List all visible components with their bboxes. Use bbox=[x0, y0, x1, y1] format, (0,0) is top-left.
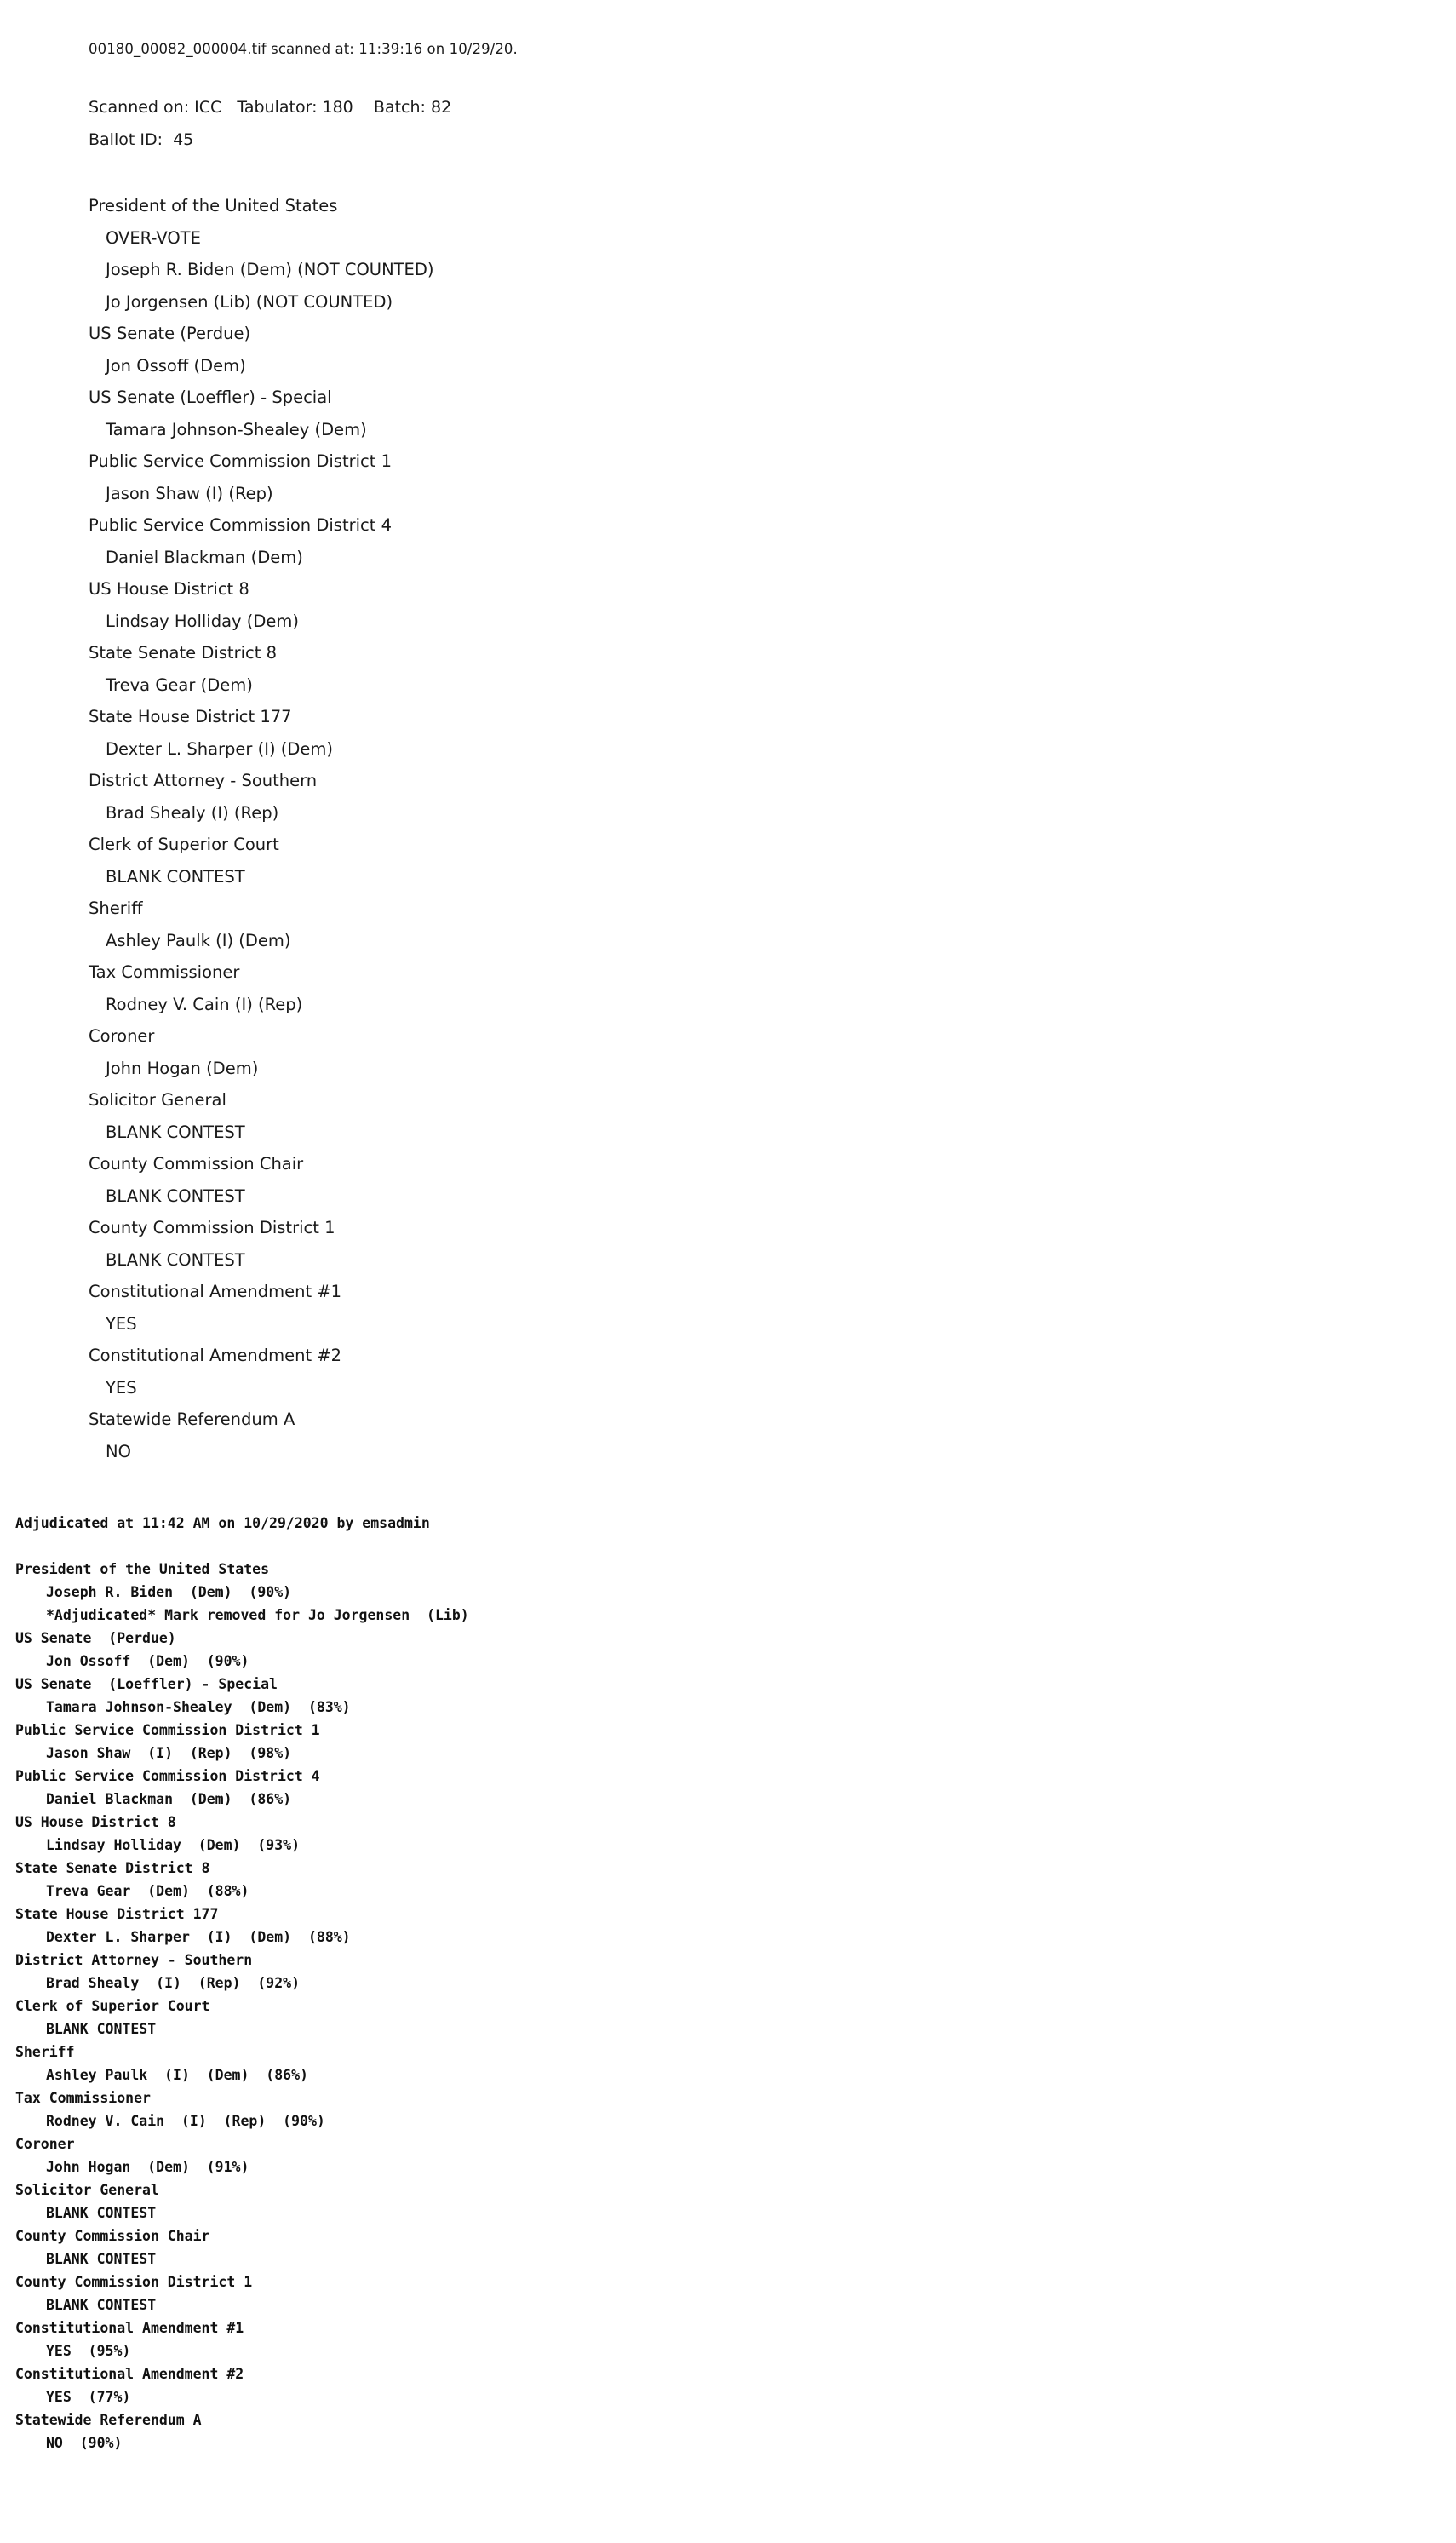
adjudication-contest-choice: Rodney V. Cain (I) (Rep) (90%) bbox=[46, 2113, 325, 2129]
adjudication-contest-name: US Senate (Loeffler) - Special bbox=[15, 1676, 278, 1692]
adjudication-contest-name: District Attorney - Southern bbox=[15, 1952, 253, 1968]
ballot-contest-choice: Jon Ossoff (Dem) bbox=[106, 355, 246, 376]
ballot-contest-name: Solicitor General bbox=[89, 1090, 226, 1110]
adjudication-contest-name: Constitutional Amendment #2 bbox=[15, 2366, 244, 2382]
ballot-contest-choice: Ashley Paulk (I) (Dem) bbox=[106, 930, 291, 950]
adjudication-contest-choice: Dexter L. Sharper (I) (Dem) (88%) bbox=[46, 1929, 351, 1945]
ballot-contest-name: US Senate (Loeffler) - Special bbox=[89, 387, 332, 407]
ballot-adjudication-report bbox=[0, 41, 1456, 2454]
adjudication-contest-name: Statewide Referendum A bbox=[15, 2412, 202, 2428]
ballot-contest-name: County Commission Chair bbox=[89, 1154, 304, 1174]
ballot-contest-choice: John Hogan (Dem) bbox=[106, 1058, 259, 1078]
adjudication-contest-list bbox=[15, 1558, 1456, 2454]
adjudication-contest-name: Sheriff bbox=[15, 2044, 75, 2060]
scan-metadata bbox=[89, 91, 1456, 156]
ballot-contest-name: County Commission District 1 bbox=[89, 1218, 335, 1237]
ballot-contest-choice: NO bbox=[106, 1441, 131, 1461]
adjudication-contest-name: Constitutional Amendment #1 bbox=[15, 2320, 244, 2336]
ballot-contest-choice: Brad Shealy (I) (Rep) bbox=[106, 802, 279, 823]
adjudication-contest-choice: Ashley Paulk (I) (Dem) (86%) bbox=[46, 2067, 308, 2083]
adjudication-contest-choice: Joseph R. Biden (Dem) (90%) bbox=[46, 1584, 292, 1600]
adjudication-contest-choice: YES (95%) bbox=[46, 2343, 131, 2359]
adjudication-contest-choice: Lindsay Holliday (Dem) (93%) bbox=[46, 1837, 301, 1853]
ballot-contest-name: Public Service Commission District 4 bbox=[89, 515, 392, 535]
ballot-contest-name: State Senate District 8 bbox=[89, 643, 277, 663]
adjudication-contest-name: Solicitor General bbox=[15, 2182, 159, 2198]
ballot-contest-name: US House District 8 bbox=[89, 579, 249, 599]
adjudication-contest-choice: Daniel Blackman (Dem) (86%) bbox=[46, 1791, 292, 1807]
ballot-contest-name: District Attorney - Southern bbox=[89, 771, 318, 790]
ballot-contest-choice: Jo Jorgensen (Lib) (NOT COUNTED) bbox=[106, 291, 393, 312]
scan-tabulator-batch-line: Scanned on: ICC Tabulator: 180 Batch: 82 bbox=[89, 98, 452, 117]
ballot-id-line: Ballot ID: 45 bbox=[89, 130, 194, 149]
ballot-contest-choice: Treva Gear (Dem) bbox=[106, 674, 253, 695]
ballot-contest-choice: Joseph R. Biden (Dem) (NOT COUNTED) bbox=[106, 260, 434, 279]
ballot-contest-name: Sheriff bbox=[89, 898, 143, 918]
ballot-contest-name: Clerk of Superior Court bbox=[89, 835, 279, 854]
ballot-contest-choice: BLANK CONTEST bbox=[106, 1249, 245, 1270]
adjudication-contest-name: Clerk of Superior Court bbox=[15, 1998, 210, 2014]
adjudication-header-block bbox=[15, 1512, 1456, 1535]
adjudication-contest-name: Coroner bbox=[15, 2136, 75, 2152]
adjudication-contest-name: President of the United States bbox=[15, 1561, 270, 1577]
ballot-contest-choice: Dexter L. Sharper (I) (Dem) bbox=[106, 738, 334, 759]
ballot-contest-name: Coroner bbox=[89, 1026, 155, 1046]
ballot-contest-choice: OVER-VOTE bbox=[106, 227, 201, 248]
ballot-contest-name: Constitutional Amendment #1 bbox=[89, 1282, 342, 1301]
adjudication-contest-name: County Commission District 1 bbox=[15, 2274, 253, 2290]
adjudication-contest-name: County Commission Chair bbox=[15, 2228, 210, 2244]
ballot-contest-name: Constitutional Amendment #2 bbox=[89, 1346, 342, 1365]
ballot-contest-choice: YES bbox=[106, 1313, 137, 1334]
adjudication-contest-choice: NO (90%) bbox=[46, 2435, 123, 2451]
ballot-contest-name: Tax Commissioner bbox=[89, 962, 240, 982]
ballot-contest-choice: BLANK CONTEST bbox=[106, 866, 245, 887]
adjudication-contest-choice: Brad Shealy (I) (Rep) (92%) bbox=[46, 1975, 301, 1991]
adjudication-contest-choice: Jon Ossoff (Dem) (90%) bbox=[46, 1653, 249, 1669]
adjudication-contest-choice: YES (77%) bbox=[46, 2389, 131, 2405]
adjudication-contest-choice: BLANK CONTEST bbox=[46, 2021, 157, 2037]
ballot-contest-name: President of the United States bbox=[89, 196, 338, 215]
adjudication-contest-choice: BLANK CONTEST bbox=[46, 2205, 157, 2221]
adjudication-contest-choice: BLANK CONTEST bbox=[46, 2251, 157, 2267]
ballot-contest-choice: BLANK CONTEST bbox=[106, 1185, 245, 1206]
adjudication-contest-choice: Treva Gear (Dem) (88%) bbox=[46, 1883, 249, 1899]
ballot-contest-name: Statewide Referendum A bbox=[89, 1409, 295, 1429]
adjudication-contest-name: State Senate District 8 bbox=[15, 1860, 210, 1876]
adjudication-contest-name: Tax Commissioner bbox=[15, 2090, 151, 2106]
ballot-contest-choice: Jason Shaw (I) (Rep) bbox=[106, 483, 273, 503]
ballot-contest-choice: YES bbox=[106, 1377, 137, 1398]
ballot-contest-choice: Lindsay Holliday (Dem) bbox=[106, 611, 300, 631]
adjudication-contest-choice: BLANK CONTEST bbox=[46, 2297, 157, 2313]
adjudication-contest-choice: John Hogan (Dem) (91%) bbox=[46, 2159, 249, 2175]
adjudication-contest-name: US Senate (Perdue) bbox=[15, 1630, 176, 1646]
adjudication-contest-name: US House District 8 bbox=[15, 1814, 176, 1830]
adjudication-contest-name: Public Service Commission District 4 bbox=[15, 1768, 320, 1784]
ballot-contest-choice: Rodney V. Cain (I) (Rep) bbox=[106, 994, 303, 1014]
ballot-contest-choice: Tamara Johnson-Shealey (Dem) bbox=[106, 419, 367, 439]
ballot-contest-name: Public Service Commission District 1 bbox=[89, 451, 392, 471]
ballot-contest-list bbox=[89, 190, 1456, 1467]
adjudication-contest-name: State House District 177 bbox=[15, 1906, 219, 1922]
adjudication-header: Adjudicated at 11:42 AM on 10/29/2020 by emsadmin bbox=[15, 1515, 430, 1531]
scan-file-line: 00180_00082_000004.tif scanned at: 11:39:16 on 10/29/20. bbox=[89, 41, 518, 57]
ballot-contest-name: State House District 177 bbox=[89, 707, 292, 726]
ballot-contest-name: US Senate (Perdue) bbox=[89, 324, 251, 343]
adjudication-contest-choice: Tamara Johnson-Shealey (Dem) (83%) bbox=[46, 1699, 351, 1715]
adjudication-contest-name: Public Service Commission District 1 bbox=[15, 1722, 320, 1738]
adjudication-contest-choice: *Adjudicated* Mark removed for Jo Jorgensen (Lib) bbox=[46, 1607, 469, 1623]
ballot-contest-choice: Daniel Blackman (Dem) bbox=[106, 547, 303, 567]
ballot-contest-choice: BLANK CONTEST bbox=[106, 1122, 245, 1142]
adjudication-contest-choice: Jason Shaw (I) (Rep) (98%) bbox=[46, 1745, 292, 1761]
scan-header bbox=[89, 41, 1456, 57]
